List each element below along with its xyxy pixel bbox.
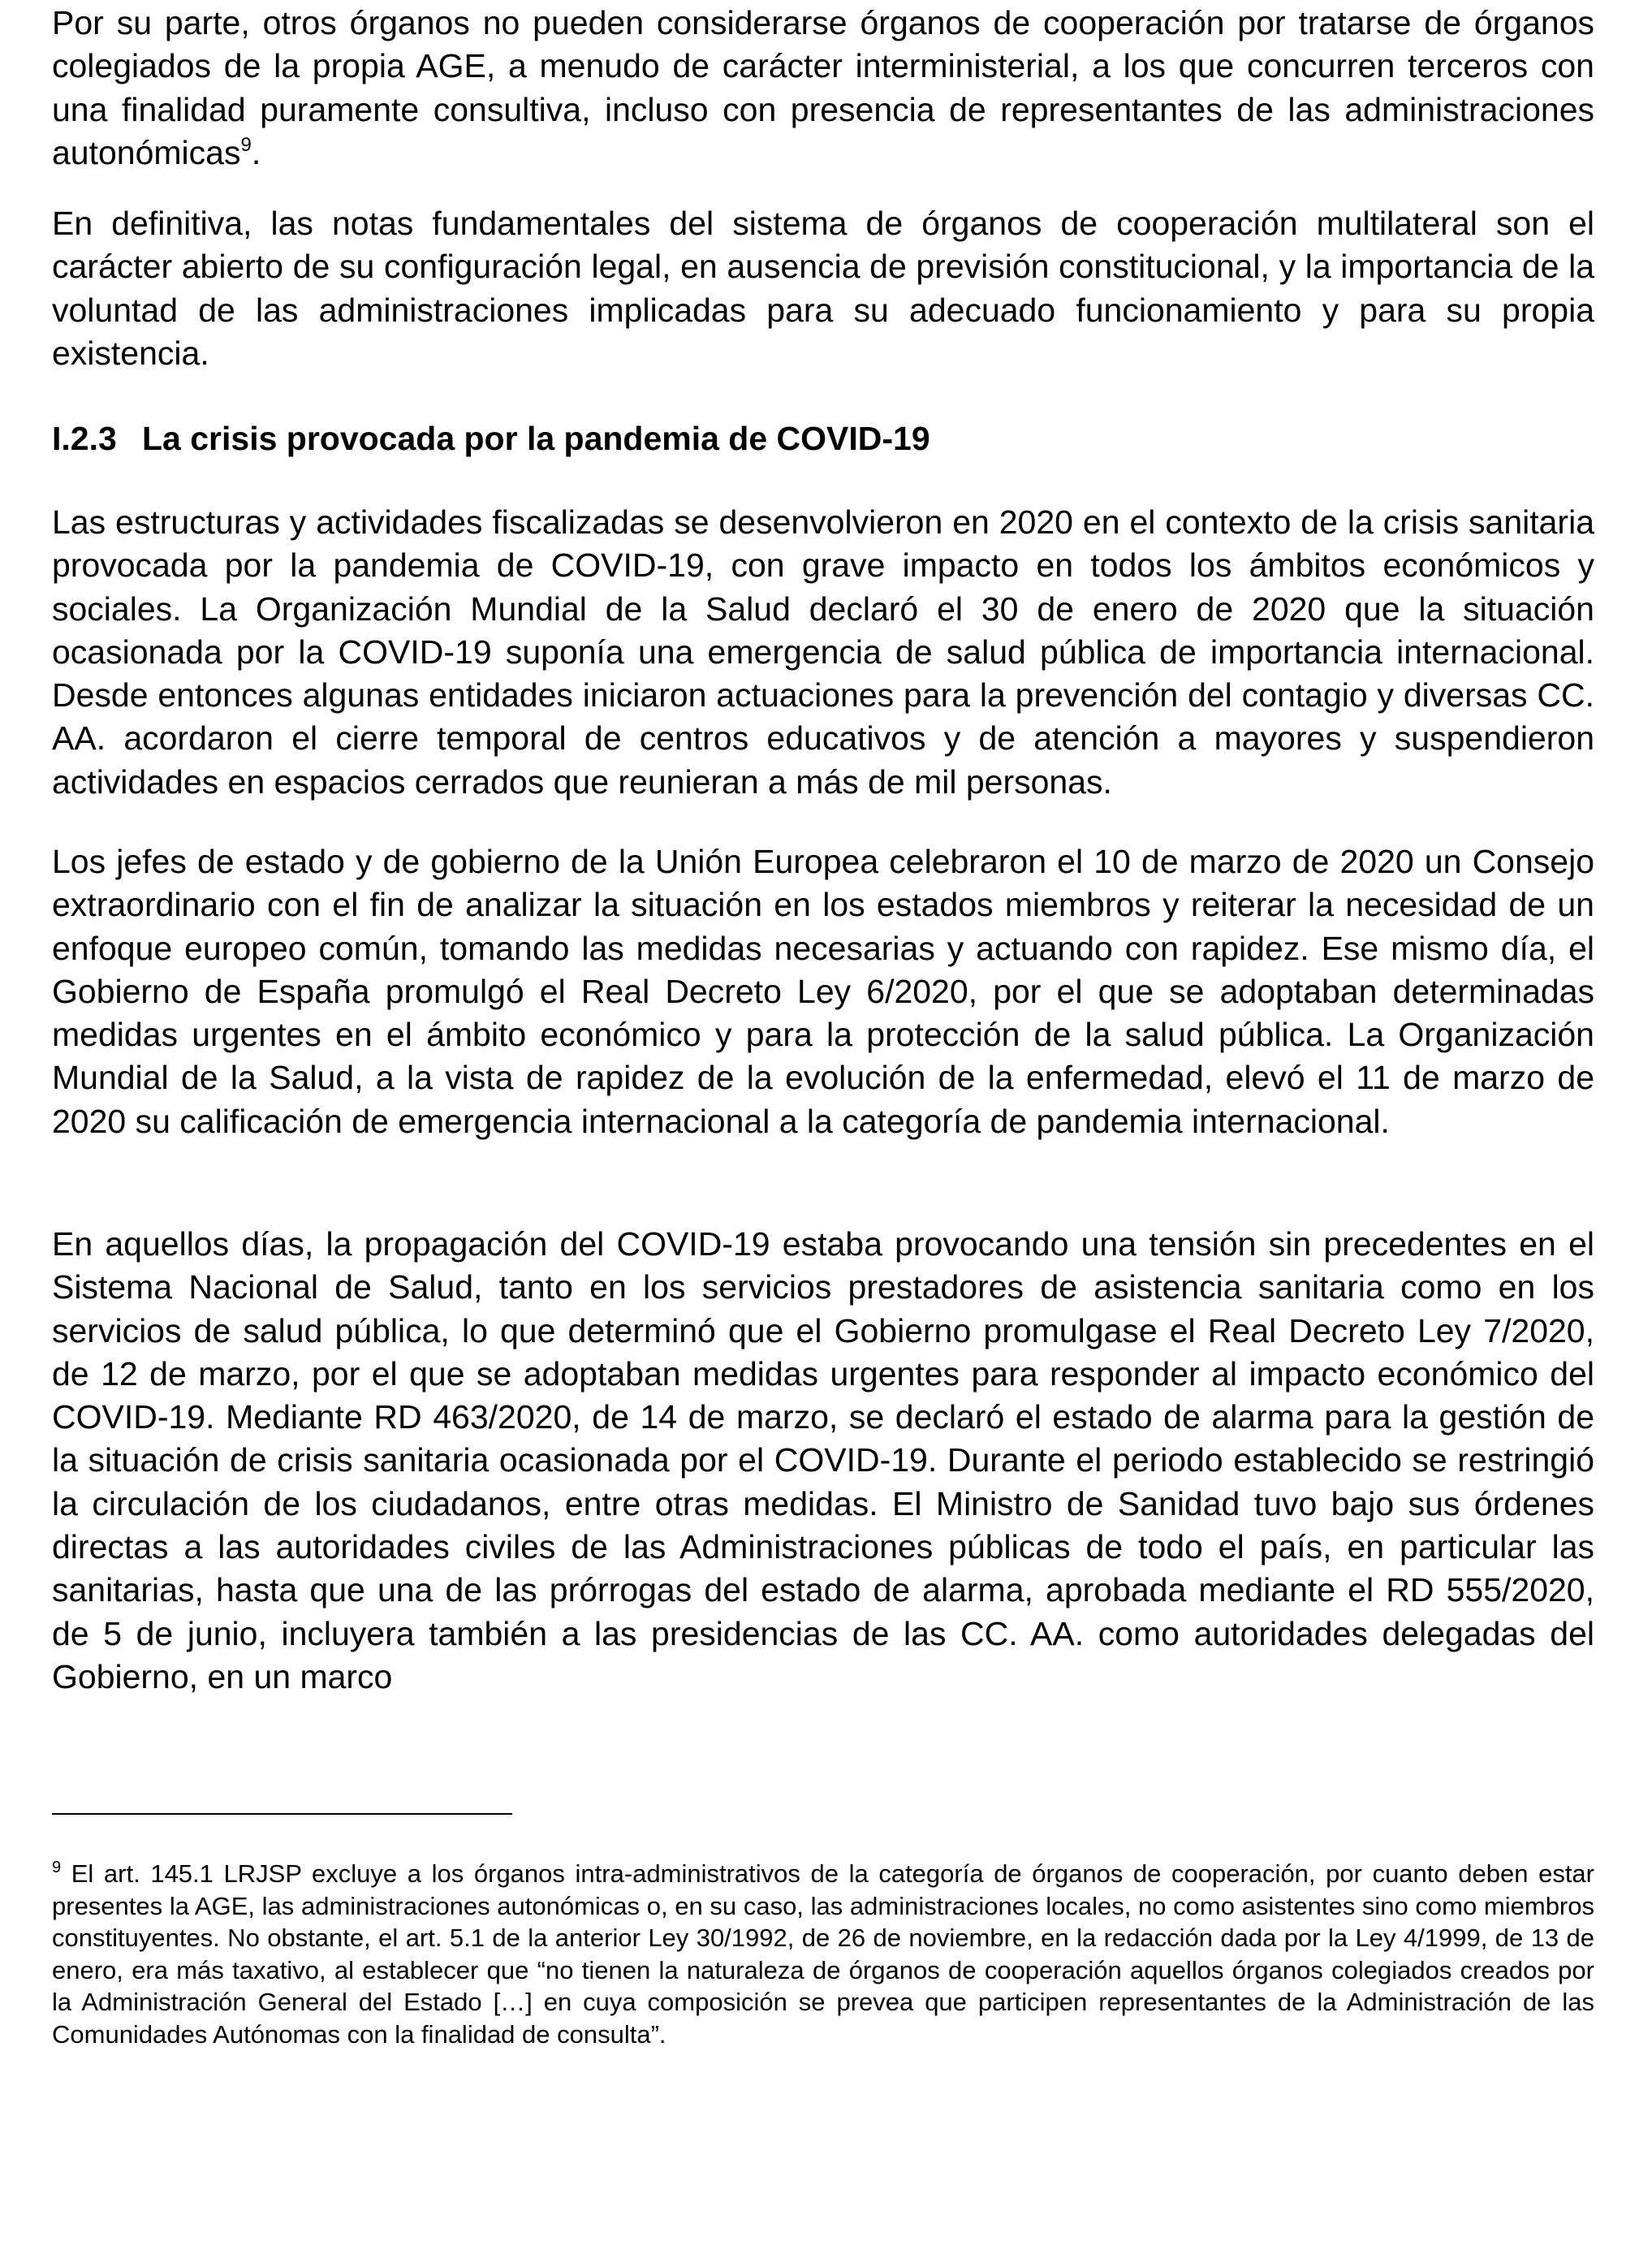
footnote-text: El art. 145.1 LRJSP excluye a los órganos intra-administrativos de la categoría de órganos de cooperación, por cuanto deben estar presentes la AGE, las administraciones autonómicas o, en su caso, las administraciones locales, no como asistentes sino como miembros constituyentes. No obstante, el art. 5.1 de la anterior Ley 30/1992, de 26 de noviembre, en la redacción dada por la Ley 4/1999, de 13 de enero, era más taxativo, al establecer que “no tienen la naturaleza de órganos de cooperación aquellos órganos colegiados creados por la Administración General del Estado […] en cuya composición se prevea que participen representantes de la Administración de las Comunidades Autónomas con la finalidad de consulta”.	[52, 1859, 1594, 2049]
paragraph-estructuras-fiscalizadas: Las estructuras y actividades fiscalizadas se desenvolvieron en 2020 en el contexto de la crisis sanitaria provocada por la pandemia de COVID-19, con grave impacto en todos los ámbitos económicos y sociales. La Organización Mundial de la Salud declaró el 30 de enero de 2020 que la situación ocasionada por la COVID-19 suponía una emergencia de salud pública de importancia internacional. Desde entonces algunas entidades iniciaron actuaciones para la prevención del contagio y diversas CC. AA. acordaron el cierre temporal de centros educativos y de atención a mayores y suspendieron actividades en espacios cerrados que reunieran a más de mil personas.	[52, 503, 1594, 801]
paragraph-propagacion-covid: En aquellos días, la propagación del COVID-19 estaba provocando una tensión sin precedentes en el Sistema Nacional de Salud, tanto en los servicios prestadores de asistencia sanitaria como en los servicios de salud pública, lo que determinó que el Gobierno promulgase el Real Decreto Ley 7/2020, de 12 de marzo, por el que se adoptaban medidas urgentes para responder al impacto económico del COVID-19. Mediante RD 463/2020, de 14 de marzo, se declaró el estado de alarma para la gestión de la situación de crisis sanitaria ocasionada por el COVID-19. Durante el periodo establecido se restringió la circulación de los ciudadanos, entre otras medidas. El Ministro de Sanidad tuvo bajo sus órdenes directas a las autoridades civiles de las Administraciones públicas de todo el país, en particular las sanitarias, hasta que una de las prórrogas del estado de alarma, aprobada mediante el RD 555/2020, de 5 de junio, incluyera también a las presidencias de las CC. AA. como autoridades delegadas del Gobierno, en un marco	[52, 1225, 1594, 1695]
section-title: La crisis provocada por la pandemia de COVID-19	[142, 420, 930, 457]
paragraph-jefes-de-estado: Los jefes de estado y de gobierno de la Unión Europea celebraron el 10 de marzo de 2020 un Consejo extraordinario con el fin de analizar la situación en los estados miembros y reiterar la necesidad de un enfoque europeo común, tomando las medidas necesarias y actuando con rapidez. Ese mismo día, el Gobierno de España promulgó el Real Decreto Ley 6/2020, por el que se adoptaban determinadas medidas urgentes en el ámbito económico y para la protección de la salud pública. La Organización Mundial de la Salud, a la vista de rapidez de la evolución de la enfermedad, elevó el 11 de marzo de 2020 su calificación de emergencia internacional a la categoría de pandemia internacional.	[52, 843, 1594, 1140]
paragraph-organos-colegiados	[52, 2, 1594, 175]
section-heading	[52, 417, 1594, 460]
paragraph-tail: .	[251, 133, 261, 171]
section-number: I.2.3	[52, 420, 117, 457]
paragraph-notas-fundamentales: En definitiva, las notas fundamentales del sistema de órganos de cooperación multilateral son el carácter abierto de su configuración legal, en ausencia de previsión constitucional, y la importancia de la voluntad de las administraciones implicadas para su adecuado funcionamiento y para su propia existencia.	[52, 205, 1594, 372]
footnote-separator	[52, 1813, 512, 1815]
footnote-reference[interactable]: 9	[240, 133, 252, 156]
footnote-number: 9	[52, 1859, 62, 1876]
footnote-9	[52, 1858, 1594, 2051]
paragraph-text: Por su parte, otros órganos no pueden considerarse órganos de cooperación por tratarse de órganos colegiados de la propia AGE, a menudo de carácter interministerial, a los que concurren terceros con una finalidad puramente consultiva, incluso con presencia de representantes de las administraciones autonómicas	[52, 4, 1594, 171]
